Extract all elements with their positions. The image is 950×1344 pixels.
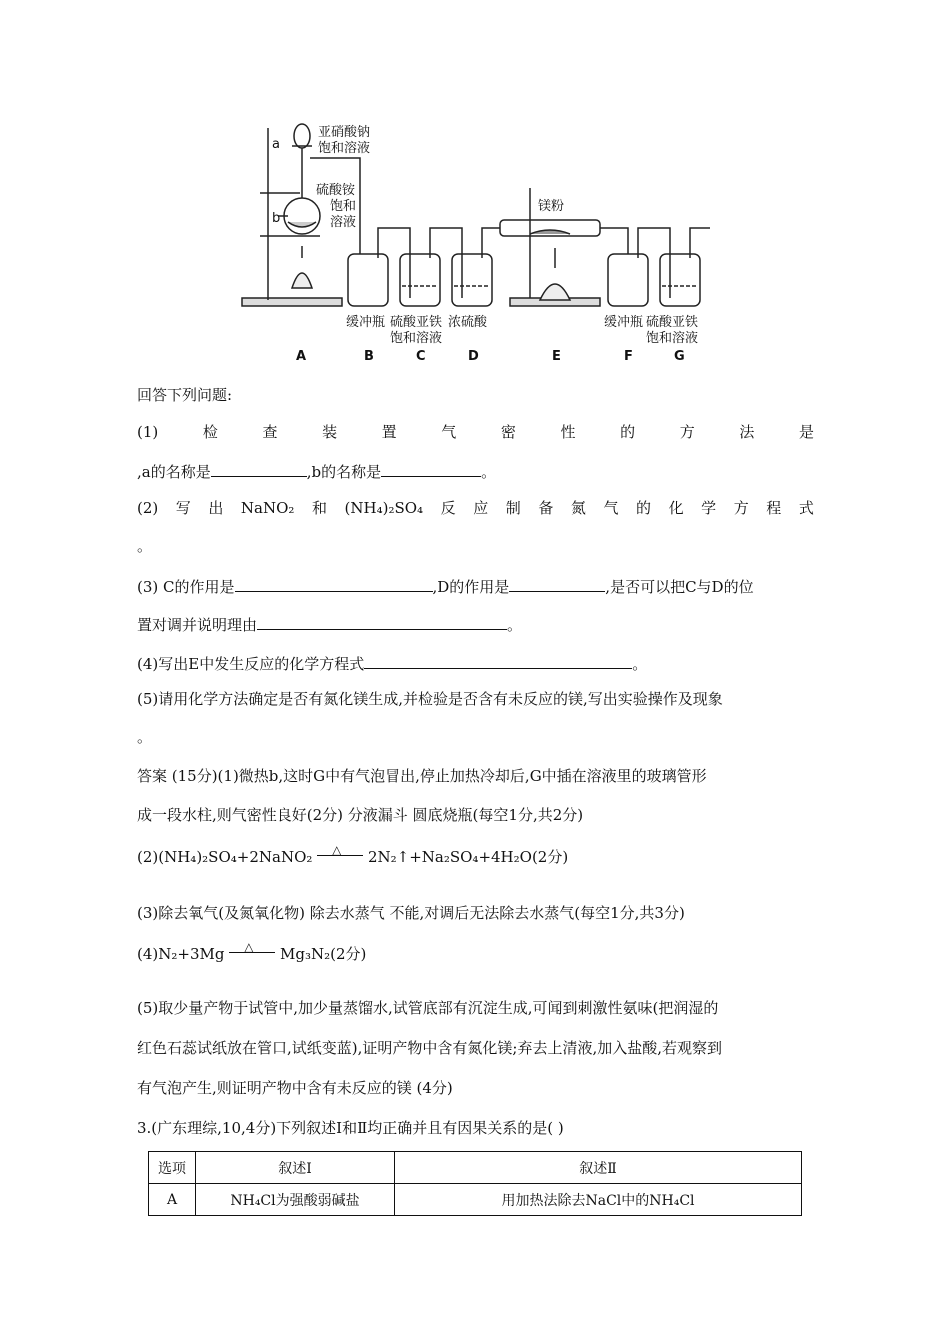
letter-a: A [296,349,307,364]
heating-condition-arrow: △ [317,848,363,868]
label-mg-powder: 镁粉 [538,199,565,214]
letter-g: G [674,349,685,364]
answer-5-line-2: 红色石蕊试纸放在管口,试纸变蓝),证明产物中含有氮化镁;弃去上清液,加入盐酸,若观察到 [137,1039,722,1057]
intro: 回答下列问题: [137,386,233,404]
answer-3: (3)除去氧气(及氮氧化物) 除去水蒸气 不能,对调后无法除去水蒸气(每空1分,共3分) [137,904,685,922]
answer-blank [257,613,507,630]
answer-5-line-1: (5)取少量产物于试管中,加少量蒸馏水,试管底部有沉淀生成,可闻到刺激性氨味(把润湿的 [137,999,719,1017]
letter-f: F [624,349,633,364]
answer-blank [211,460,307,477]
options-table [148,1151,802,1216]
label-feso4-1a: 硫酸亚铁 [390,315,443,330]
question-1-line-2: ,a的名称是 ,b的名称是 。 [137,460,496,482]
label-b: b [272,211,281,226]
label-a: a [272,137,280,152]
label-conc-h2so4: 浓硫酸 [448,315,488,330]
heating-condition-arrow: △ [229,945,275,965]
answer-1-line-1: 答案 (15分)(1)微热b,这时G中有气泡冒出,停止加热冷却后,G中插在溶液里的玻璃管形 [137,767,707,785]
answer-5-line-3: 有气泡产生,则证明产物中含有未反应的镁 (4分) [137,1079,453,1097]
table-header-row [149,1152,802,1184]
label-nano2-solution-1: 亚硝酸钠 [318,125,371,140]
answer-blank [509,575,605,592]
label-nh42so4-1: 硫酸铵 [316,183,356,198]
question-3-line-2: 置对调并说明理由 。 [137,613,522,635]
label-nh42so4-2: 饱和 [330,199,357,214]
table-cell: A [149,1184,196,1216]
letter-e: E [552,349,561,364]
answer-1-line-2: 成一段水柱,则气密性良好(2分) 分液漏斗 圆底烧瓶(每空1分,共2分) [137,806,584,824]
table-header: 叙述Ⅰ [196,1152,395,1184]
table-cell: 用加热法除去NaCl中的NH₄Cl [395,1184,802,1216]
label-nh42so4-3: 溶液 [330,215,357,230]
label-feso4-1b: 饱和溶液 [390,331,443,346]
label-feso4-2b: 饱和溶液 [646,331,699,346]
table-header: 叙述Ⅱ [395,1152,802,1184]
answer-4: (4)N₂+3Mg △ Mg₃N₂(2分) [137,940,367,963]
question-2-line-2: 。 [137,537,153,555]
answer-blank [364,652,632,669]
label-feso4-2a: 硫酸亚铁 [646,315,699,330]
table-cell: NH₄Cl为强酸弱碱盐 [196,1184,395,1216]
question-4: (4)写出E中发生反应的化学方程式 。 [137,652,647,674]
label-buffer-bottle-2: 缓冲瓶 [604,315,644,330]
apparatus-diagram [240,118,710,368]
answer-blank [381,460,481,477]
letter-b: B [364,349,374,364]
question-3-line-1: (3) C的作用是 ,D的作用是 ,是否可以把C与D的位 [137,575,754,597]
letter-d: D [468,349,479,364]
table-row [149,1184,802,1216]
table-header: 选项 [149,1152,196,1184]
question-2-line-1: (2) 写 出 NaNO₂ 和 (NH₄)₂SO₄ 反 应 制 备 氮 气 的 化 学 方 程 式 [137,499,814,517]
letter-c: C [416,349,426,364]
answer-blank [235,575,433,592]
answer-2: (2)(NH₄)₂SO₄+2NaNO₂ △ 2N₂↑+Na₂SO₄+4H₂O(2分) [137,843,569,866]
question-1-line-1: (1) 检 查 装 置 气 密 性 的 方 法 是 [137,423,814,441]
question-3-next: 3.(广东理综,10,4分)下列叙述Ⅰ和Ⅱ均正确并且有因果关系的是( ) [137,1119,564,1137]
label-buffer-bottle-1: 缓冲瓶 [346,315,386,330]
label-nano2-solution-2: 饱和溶液 [318,141,371,156]
question-5: (5)请用化学方法确定是否有氮化镁生成,并检验是否含有未反应的镁,写出实验操作及现象 [137,690,723,708]
question-5-end: 。 [137,728,153,746]
